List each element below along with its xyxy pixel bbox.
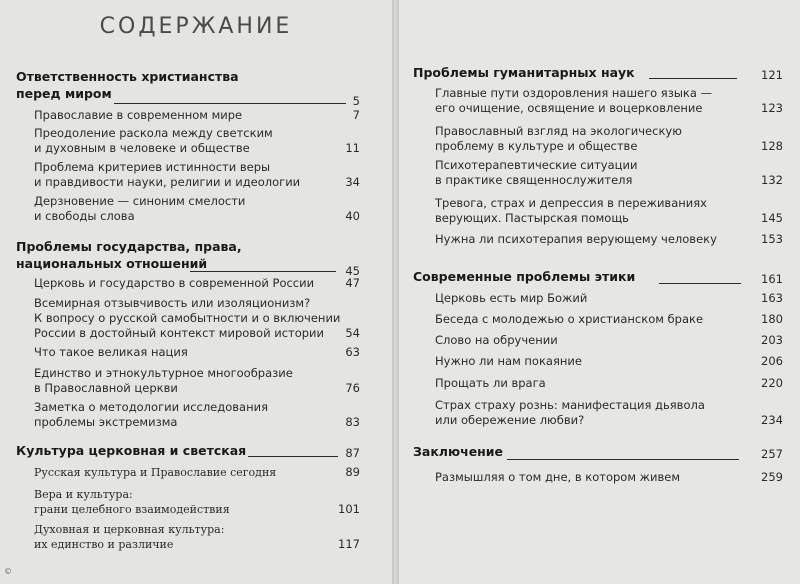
- page-number: 121: [761, 68, 783, 82]
- item-title: Православный взгляд на экологическую проблему в культуре и обществе: [435, 124, 682, 153]
- toc-item: [34, 296, 360, 341]
- toc-item: [435, 124, 783, 154]
- page-number: 47: [345, 276, 360, 290]
- item-title: Дерзновение — синоним смелости и свободы слова: [34, 194, 246, 223]
- item-title: Вера и культура: грани целебного взаимодействия: [34, 488, 230, 516]
- section-rule: [507, 459, 739, 460]
- page-number: 203: [761, 333, 783, 347]
- item-title: Нужна ли психотерапия верующему человеку: [435, 232, 717, 246]
- item-title: Главные пути оздоровления нашего языка — его очищение, освящение и воцерковление: [435, 86, 713, 115]
- page-number: 76: [345, 381, 360, 395]
- section-rule: [114, 103, 346, 104]
- page-number: 89: [345, 465, 360, 479]
- page-number: 153: [761, 232, 783, 246]
- page-number: 40: [345, 209, 360, 223]
- item-title: Православие в современном мире: [34, 108, 243, 122]
- page-number: 7: [352, 108, 360, 122]
- toc-item: [435, 196, 783, 226]
- item-title: Единство и этнокультурное многообразие в Православной церкви: [34, 366, 293, 395]
- page-number: 220: [761, 376, 783, 390]
- section-rule: [248, 456, 338, 457]
- section-rule: [190, 271, 336, 272]
- toc-item: [435, 470, 783, 485]
- item-title: Слово на обручении: [435, 333, 558, 347]
- item-title: Размышляя о том дне, в котором живем: [435, 470, 681, 484]
- page-number: 5: [352, 94, 360, 108]
- toc-item: [34, 126, 360, 156]
- toc-item: [34, 160, 360, 190]
- item-title: Проблема критериев истинности веры и правдивости науки, религии и идеологии: [34, 160, 301, 189]
- book-gutter: [392, 0, 399, 584]
- section-rule: [659, 283, 741, 284]
- section-title: Проблемы гуманитарных наук: [413, 65, 635, 80]
- toc-item: [34, 194, 360, 224]
- page-number: 54: [345, 326, 360, 340]
- section-title: Заключение: [413, 444, 504, 459]
- toc-item: [34, 522, 360, 552]
- section-rule: [649, 78, 737, 79]
- page-number: 163: [761, 291, 783, 305]
- item-title: Что такое великая нация: [34, 345, 188, 359]
- toc-section: [413, 443, 783, 460]
- toc-item: [34, 276, 360, 291]
- page-number: 206: [761, 354, 783, 368]
- section-title: Культура церковная и светская: [16, 443, 247, 458]
- toc-heading: СОДЕРЖАНИЕ: [99, 14, 293, 39]
- toc-item: [34, 108, 360, 123]
- page-number: 234: [761, 413, 783, 427]
- right-page: [399, 0, 800, 584]
- section-title: Проблемы государства, права, национальных отношений: [16, 239, 242, 271]
- page-number: 101: [338, 502, 360, 516]
- page-number: 117: [338, 537, 360, 551]
- toc-item: [435, 376, 783, 391]
- toc-section: [16, 68, 360, 108]
- page-number: 257: [761, 447, 783, 461]
- item-title: Духовная и церковная культура: их единство и различие: [34, 523, 225, 551]
- page-number: 83: [345, 415, 360, 429]
- item-title: Страх страху рознь: манифестация дьявола или обережение любви?: [435, 398, 705, 427]
- toc-item: [34, 400, 360, 430]
- item-title: Психотерапевтические ситуации в практике священнослужителя: [435, 158, 638, 187]
- toc-item: [34, 366, 360, 396]
- page-number: 11: [345, 141, 360, 155]
- toc-item: [34, 487, 360, 517]
- toc-item: [435, 291, 783, 306]
- toc-section: [16, 238, 360, 278]
- corner-stamp: ©: [4, 567, 12, 576]
- item-title: Тревога, страх и депрессия в переживаниях верующих. Пастырская помощь: [435, 196, 707, 225]
- page-number: 63: [345, 345, 360, 359]
- toc-item: [435, 158, 783, 188]
- item-title: Церковь есть мир Божий: [435, 291, 588, 305]
- page-number: 45: [345, 264, 360, 278]
- item-title: Русская культура и Православие сегодня: [34, 466, 277, 479]
- page-number: 123: [761, 101, 783, 115]
- toc-item: [435, 398, 783, 428]
- page-number: 34: [345, 175, 360, 189]
- toc-item: [435, 232, 783, 247]
- item-title: Всемирная отзывчивость или изоляционизм? К вопросу о русской самобытности и о включении России в достойный контекст мировой истории: [34, 296, 341, 340]
- page-number: 161: [761, 272, 783, 286]
- toc-item: [435, 86, 783, 116]
- page-number: 259: [761, 470, 783, 484]
- toc-item: [34, 465, 360, 480]
- page-number: 180: [761, 312, 783, 326]
- item-title: Прощать ли врага: [435, 376, 546, 390]
- page-number: 132: [761, 173, 783, 187]
- toc-item: [34, 345, 360, 360]
- item-title: Преодоление раскола между светским и духовным в человеке и обществе: [34, 126, 273, 155]
- page-number: 145: [761, 211, 783, 225]
- item-title: Беседа с молодежью о христианском браке: [435, 312, 704, 326]
- page-number: 128: [761, 139, 783, 153]
- section-title: Современные проблемы этики: [413, 269, 636, 284]
- section-title: Ответственность христианства перед миром: [16, 69, 239, 101]
- page-number: 87: [345, 446, 360, 460]
- item-title: Заметка о методологии исследования проблемы экстремизма: [34, 400, 268, 429]
- toc-item: [435, 354, 783, 369]
- toc-item: [435, 333, 783, 348]
- toc-item: [435, 312, 783, 327]
- item-title: Церковь и государство в современной России: [34, 276, 315, 290]
- item-title: Нужно ли нам покаяние: [435, 354, 582, 368]
- left-page: [0, 0, 392, 584]
